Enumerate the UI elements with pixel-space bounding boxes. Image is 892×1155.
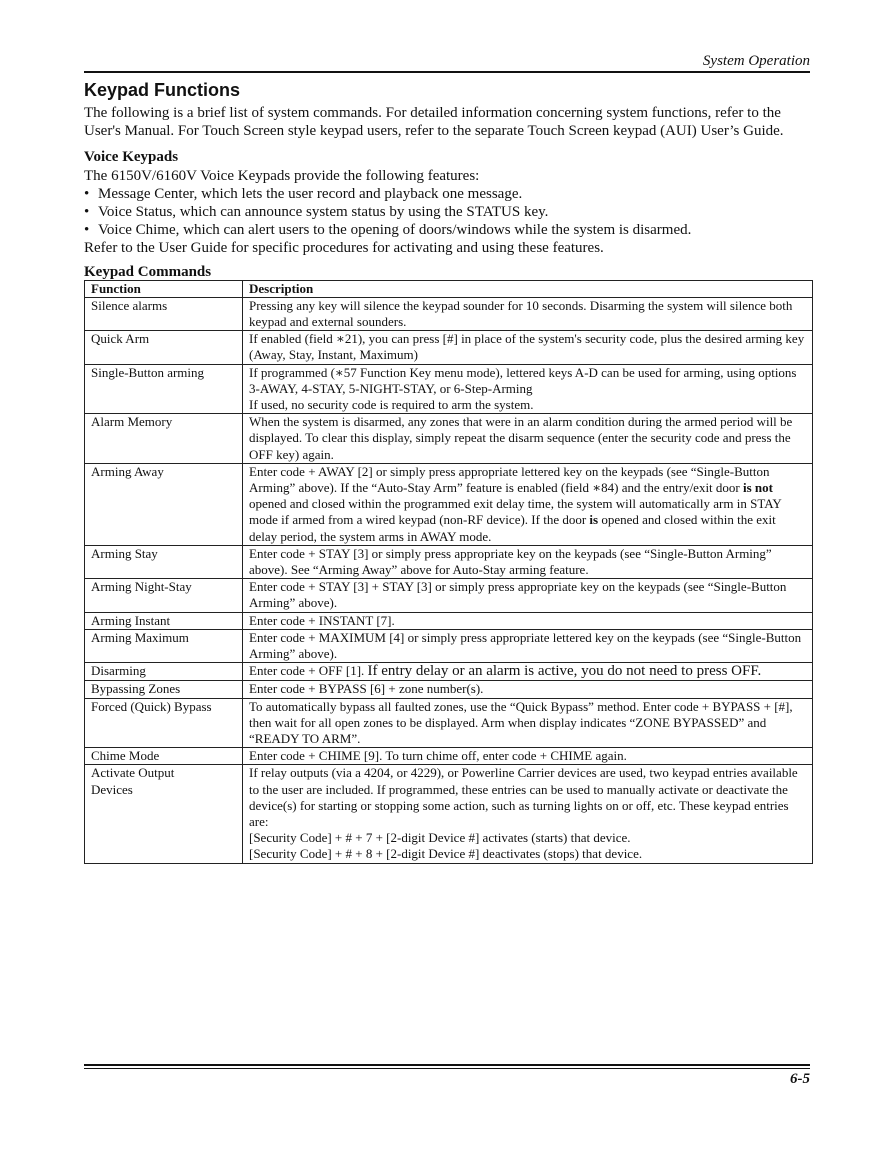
description-cell: Enter code + CHIME [9]. To turn chime off, enter code + CHIME again. <box>243 748 813 765</box>
function-cell: Alarm Memory <box>85 414 243 464</box>
table-row <box>85 463 813 545</box>
description-cell <box>243 765 813 863</box>
function-cell: Disarming <box>85 663 243 681</box>
description-text: [Security Code] + # + 7 + [2-digit Device #] activates (starts) that device. <box>249 830 631 846</box>
description-cell: Enter code + STAY [3] + STAY [3] or simply press appropriate key on the keypads (see “Single-Button Arming” above). <box>243 579 813 612</box>
description-text: opened and closed within the exit delay period, the system arms in AWAY mode. <box>249 512 776 544</box>
table-row <box>85 579 813 612</box>
table-header-row <box>85 280 813 297</box>
table-row <box>85 414 813 464</box>
table-row <box>85 765 813 863</box>
table-row <box>85 681 813 698</box>
list-item-text: Voice Chime, which can alert users to the opening of doors/windows while the system is disarmed. <box>98 222 692 239</box>
description-text: Enter code + AWAY [2] or simply press appropriate lettered key on the keypads (see “Single-Button Arming” above). If the “Auto-Stay Arm” feature is enabled (field ∗84) and the entry/exit door <box>249 463 770 496</box>
description-cell: Enter code + INSTANT [7]. <box>243 612 813 629</box>
column-header-function: Function <box>85 280 243 297</box>
voice-keypads-intro: The 6150V/6160V Voice Keypads provide the following features: <box>84 167 480 184</box>
page-number: 6-5 <box>790 1071 810 1087</box>
description-text: If relay outputs (via a 4204, or 4229), or Powerline Carrier devices are used, two keypad entries available to the user are included. If programmed, these entries can be used to manually activate or deactivate the device(s) for starting or stopping some action, such as turning lights on or off, etc. These keypad entries are: <box>249 765 798 829</box>
description-cell: Enter code + STAY [3] or simply press appropriate key on the keypads (see “Single-Button Arming” above). See “Arming Away” above for Auto-Stay arming feature. <box>243 545 813 578</box>
keypad-commands-heading: Keypad Commands <box>84 263 212 280</box>
table-row <box>85 364 813 414</box>
description-text: If used, no security code is required to arm the system. <box>249 397 534 413</box>
keypad-commands-table <box>84 280 813 864</box>
function-cell: Chime Mode <box>85 748 243 765</box>
page-content <box>84 79 812 864</box>
list-item <box>84 221 812 239</box>
description-cell: Pressing any key will silence the keypad sounder for 10 seconds. Disarming the system will silence both keypad and external sounders. <box>243 297 813 330</box>
page-title: Keypad Functions <box>84 80 241 100</box>
description-cell: Enter code + MAXIMUM [4] or simply press appropriate lettered key on the keypads (see “Single-Button Arming” above). <box>243 629 813 662</box>
table-row <box>85 545 813 578</box>
function-cell: Bypassing Zones <box>85 681 243 698</box>
emphasis-text: is not <box>743 480 773 496</box>
bullet-icon: • <box>84 185 90 202</box>
function-cell: Arming Night-Stay <box>85 579 243 612</box>
table-row <box>85 663 813 681</box>
header-rule <box>84 71 810 73</box>
table-row <box>85 748 813 765</box>
description-cell <box>243 663 813 681</box>
voice-keypads-heading: Voice Keypads <box>84 149 179 166</box>
emphasis-text: is <box>589 512 599 528</box>
running-header: System Operation <box>702 53 810 69</box>
function-cell: Arming Instant <box>85 612 243 629</box>
function-cell: Quick Arm <box>85 331 243 364</box>
function-cell: Silence alarms <box>85 297 243 330</box>
function-cell: Forced (Quick) Bypass <box>85 698 243 748</box>
description-cell: When the system is disarmed, any zones that were in an alarm condition during the armed period will be displayed. To clear this display, simply repeat the disarm sequence (enter the security code and press the OFF key) again. <box>243 414 813 464</box>
column-header-description: Description <box>243 280 813 297</box>
bullet-icon: • <box>84 222 90 239</box>
description-text: Enter code + OFF [1]. <box>249 663 368 679</box>
voice-keypads-outro: Refer to the User Guide for specific procedures for activating and using these features. <box>84 240 604 257</box>
description-cell <box>243 463 813 545</box>
voice-features-list <box>84 185 812 240</box>
table-row <box>85 612 813 629</box>
table-row <box>85 629 813 662</box>
footer-rule-thin <box>84 1068 810 1069</box>
description-cell: If enabled (field ∗21), you can press [#] in place of the system's security code, plus the desired arming key (Away, Stay, Instant, Maximum) <box>243 331 813 364</box>
description-text: If entry delay or an alarm is active, you do not need to press OFF. <box>367 663 762 680</box>
list-item-text: Message Center, which lets the user record and playback one message. <box>98 185 523 202</box>
table-row <box>85 331 813 364</box>
description-text: opened and closed within the programmed exit delay time, the system will automatically arm in STAY mode if armed from a wired keypad (non-RF device). If the door <box>249 496 782 528</box>
description-cell: To automatically bypass all faulted zones, use the “Quick Bypass” method. Enter code + BYPASS + [#], then wait for all open zones to be displayed. Arm when display indicates “ZONE BYPASSED” and “READY TO ARM”. <box>243 698 813 748</box>
table-row <box>85 297 813 330</box>
description-text: [Security Code] + # + 8 + [2-digit Device #] deactivates (stops) that device. <box>249 846 643 862</box>
footer-rule <box>84 1064 810 1066</box>
description-cell: Enter code + BYPASS [6] + zone number(s). <box>243 681 813 698</box>
description-text: If programmed (∗57 Function Key menu mode), lettered keys A-D can be used for arming, using options 3-AWAY, 4-STAY, 5-NIGHT-STAY, or 6-Step-Arming <box>249 364 797 396</box>
function-cell: Arming Stay <box>85 545 243 578</box>
bullet-icon: • <box>84 204 90 221</box>
function-text: Devices <box>91 781 133 797</box>
function-cell: Arming Maximum <box>85 629 243 662</box>
description-cell <box>243 364 813 414</box>
function-cell: Single-Button arming <box>85 364 243 414</box>
list-item-text: Voice Status, which can announce system status by using the STATUS key. <box>98 204 549 221</box>
list-item <box>84 203 812 221</box>
function-cell: Arming Away <box>85 463 243 545</box>
function-text: Activate Output <box>91 765 175 781</box>
function-cell <box>85 765 243 863</box>
table-row <box>85 698 813 748</box>
intro-paragraph: The following is a brief list of system commands. For detailed information concerning system functions, refer to the User's Manual. For Touch Screen style keypad users, refer to the separate Touch Screen keypad (AUI) User’s Guide. <box>84 105 784 140</box>
list-item <box>84 185 812 203</box>
